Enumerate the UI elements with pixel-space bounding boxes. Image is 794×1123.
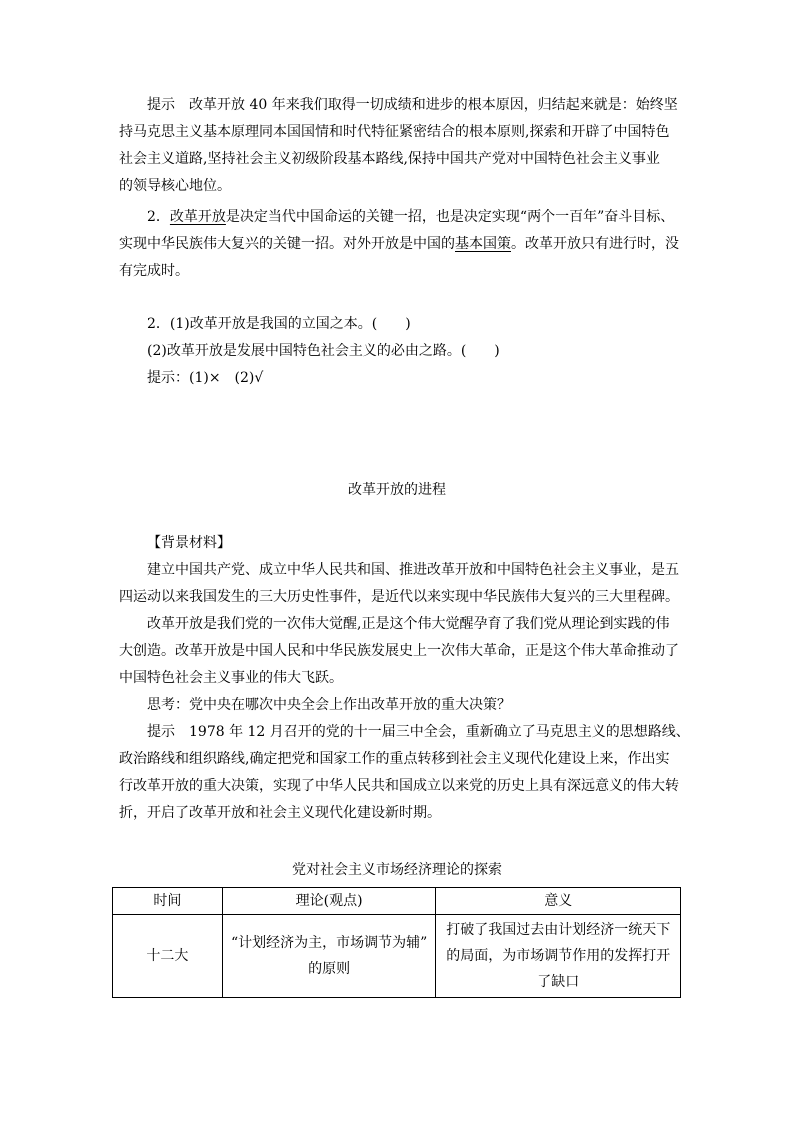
background-p2-line-1: 改革开放是我们党的一次伟大觉醒,正是这个伟大觉醒孕育了我们党从理论到实践的伟 [147,616,670,632]
point2-line2-end: 。改革开放只有进行时，没 [511,236,679,252]
point2-line-3: 有完成时。 [119,263,189,279]
point2-prefix: 2． [147,209,170,225]
hint-line-1: 提示 改革开放 40 年来我们取得一切成绩和进步的根本原因，归结起来就是：始终坚 [147,97,678,113]
cell-meaning [436,915,681,998]
cell-theory-line-1: “计划经济为主，市场调节为辅” [230,935,428,951]
underlined-term-basic-policy: 基本国策 [455,236,511,252]
background-p1-line-1: 建立中国共产党、成立中华人民共和国、推进改革开放和中国特色社会主义事业，是五 [147,562,679,578]
hint-line-3: 社会主义道路,坚持社会主义初级阶段基本路线,保持中国共产党对中国特色社会主义事业 [119,151,660,167]
background-p2-line-3: 中国特色社会主义事业的伟大飞跃。 [119,670,343,686]
background-p2-line-2: 大创造。改革开放是中国人民和中华民族发展史上一次伟大革命，正是这个伟大革命推动了 [119,643,679,659]
think-question: 思考：党中央在哪次中央全会上作出改革开放的重大决策？ [147,697,511,713]
point2-text: 是决定当代中国命运的关键一招，也是决定实现“两个一百年”奋斗目标、 [225,209,675,225]
think-answer-line-3: 行改革开放的重大决策，实现了中华人民共和国成立以来党的历史上具有深远意义的伟大转 [119,778,679,794]
think-answer-line-1: 提示 1978 年 12 月召开的党的十一届三中全会，重新确立了马克思主义的思想路线、 [147,724,690,740]
background-p1-line-2: 四运动以来我国发生的三大历史性事件，是近代以来实现中华民族伟大复兴的三大里程碑。 [119,589,679,605]
judge-answer: 提示：(1)× (2)√ [147,370,264,386]
judge-question-1: 2．(1)改革开放是我国的立国之本。( ) [147,316,411,332]
point2-line-1 [147,207,674,227]
cell-meaning-line-3: 了缺口 [537,974,580,990]
judge-question-2: (2)改革开放是发展中国特色社会主义的必由之路。( ) [147,343,500,359]
cell-meaning-line-1: 打破了我国过去由计划经济一统天下 [446,922,671,938]
hint-line-4: 的领导核心地位。 [119,178,231,194]
section-title: 改革开放的进程 [348,482,446,498]
point2-line-2 [119,234,679,254]
header-time: 时间 [113,888,223,915]
table-caption: 党对社会主义市场经济理论的探索 [292,862,502,878]
table-row [113,915,681,998]
cell-theory [222,915,436,998]
table-header-row [113,888,681,915]
cell-time: 十二大 [113,915,223,998]
theory-table [112,887,681,998]
cell-meaning-line-2: 的局面，为市场调节作用的发挥打开 [446,948,671,964]
cell-theory-line-2: 的原则 [308,961,351,977]
point2-line2-text: 实现中华民族伟大复兴的关键一招。对外开放是中国的 [119,236,455,252]
hint-line-2: 持马克思主义基本原理同本国国情和时代特征紧密结合的根本原则,探索和开辟了中国特色 [119,124,670,140]
background-heading: 【背景材料】 [147,535,231,551]
think-answer-line-2: 政治路线和组织路线,确定把党和国家工作的重点转移到社会主义现代化建设上来，作出实 [119,751,670,767]
underlined-term-reform: 改革开放 [169,209,226,225]
header-theory: 理论(观点) [222,888,436,915]
header-meaning: 意义 [436,888,681,915]
think-answer-line-4: 折，开启了改革开放和社会主义现代化建设新时期。 [119,805,441,821]
